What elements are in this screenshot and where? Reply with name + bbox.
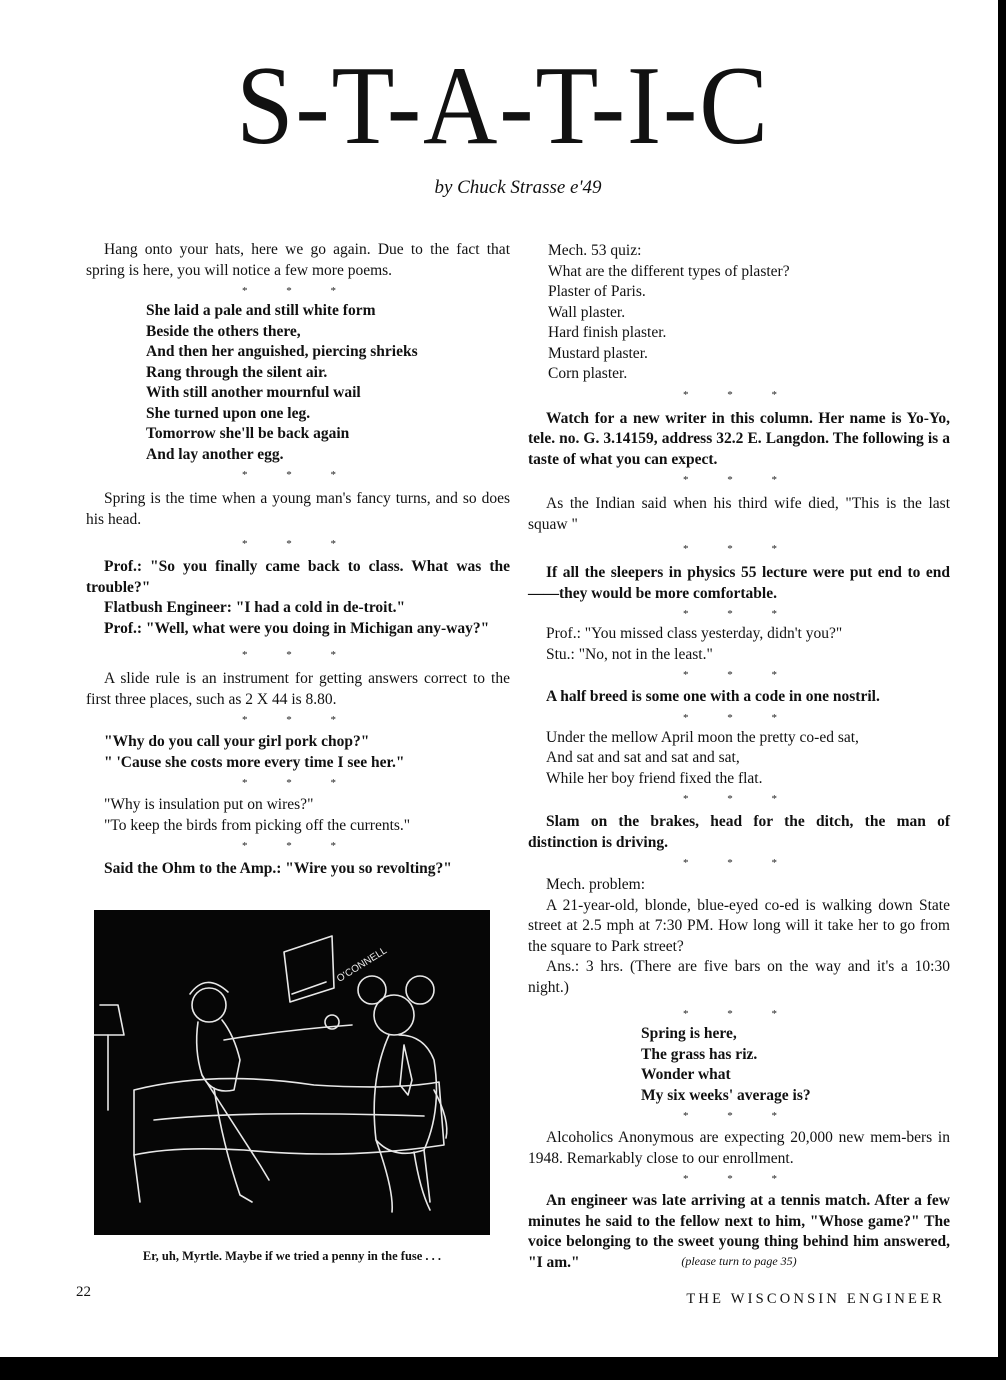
separator-stars: * * * <box>242 777 354 789</box>
quiz-line: Corn plaster. <box>548 365 628 382</box>
quiz-line: Mustard plaster. <box>548 344 648 362</box>
plaster-quiz <box>528 241 950 385</box>
continued-note: (please turn to page 35) <box>681 1254 797 1268</box>
cartoon-caption: Er, uh, Myrtle. Maybe if we tried a penny in the fuse . . . <box>142 1249 442 1263</box>
separator-stars: * * * <box>683 857 795 869</box>
flatbush-dialogue: Flatbush Engineer: "I had a cold in de-troit." <box>104 599 406 616</box>
pork-chop-question: "Why do you call your girl pork chop?" <box>104 733 370 750</box>
separator-stars: * * * <box>242 538 354 550</box>
cartoon-drawing <box>94 910 490 1235</box>
alcoholics-anonymous-joke: Alcoholics Anonymous are expecting 20,000 new mem-bers in 1948. Remarkably close to our enrollment. <box>528 1129 950 1167</box>
poem-line: Rang through the silent air. <box>146 363 328 381</box>
quiz-line: What are the different types of plaster? <box>548 262 790 280</box>
separator-stars: * * * <box>683 543 795 555</box>
quiz-line: Plaster of Paris. <box>548 283 646 300</box>
student-dialogue: Stu.: "No, not in the least." <box>546 645 713 663</box>
insulation-question: "Why is insulation put on wires?" <box>104 796 314 813</box>
poem-line: She turned upon one leg. <box>146 404 311 422</box>
poem-line: And then her anguished, piercing shrieks <box>146 343 418 360</box>
quiz-line: Hard finish plaster. <box>548 324 667 341</box>
intro-paragraph: Hang onto your hats, here we go again. Due to the fact that spring is here, you will notice a few more poems. <box>86 241 510 279</box>
separator-stars: * * * <box>683 1008 795 1020</box>
cartoon-illustration <box>94 910 490 1235</box>
page-number: 22 <box>76 1284 91 1300</box>
mech-problem-heading: Mech. problem: <box>546 876 646 893</box>
mech-problem-text: A 21-year-old, blonde, blue-eyed co-ed is walking down State street at 2.5 mph at 7:30 PM. How long will it take her to go from the square to Park street? <box>528 896 950 955</box>
cartoon-signature: O'CONNELL <box>335 945 390 985</box>
quiz-line: Mech. 53 quiz: <box>548 242 642 259</box>
separator-stars: * * * <box>683 1110 795 1122</box>
poem-line: With still another mournful wail <box>146 384 361 401</box>
separator-stars: * * * <box>683 388 795 401</box>
pork-chop-answer: " 'Cause she costs more every time I see her." <box>104 753 405 771</box>
poem-line: Tomorrow she'll be back again <box>146 425 350 442</box>
separator-stars: * * * <box>242 469 354 481</box>
separator-stars: * * * <box>242 714 354 726</box>
poem-line: And lay another egg. <box>146 445 284 463</box>
poem-line: And sat and sat and sat and sat, <box>546 749 740 766</box>
poem-line: Under the mellow April moon the pretty co-ed sat, <box>546 728 859 746</box>
separator-stars: * * * <box>683 793 795 805</box>
poem-line: Wonder what <box>641 1066 731 1083</box>
separator-stars: * * * <box>683 474 795 486</box>
poem-line: Beside the others there, <box>146 322 301 340</box>
separator-stars: * * * <box>242 649 354 661</box>
insulation-answer: "To keep the birds from picking off the currents." <box>104 816 411 834</box>
separator-stars: * * * <box>683 1173 795 1185</box>
separator-stars: * * * <box>683 669 795 681</box>
separator-stars: * * * <box>683 711 795 724</box>
poem-line: She laid a pale and still white form <box>146 302 376 319</box>
indian-joke: As the Indian said when his third wife died, "This is the last squaw " <box>528 495 950 533</box>
prof-dialogue-2: Prof.: "Well, what were you doing in Michigan any-way?" <box>104 619 490 637</box>
prof-missed-dialogue: Prof.: "You missed class yesterday, didn't you?" <box>546 625 843 642</box>
scan-border-bottom <box>0 1357 1006 1380</box>
half-breed-joke: A half breed is some one with a code in one nostril. <box>546 688 880 705</box>
page-title: S-T-A-T-I-C <box>236 44 770 168</box>
quiz-line: Wall plaster. <box>548 303 626 321</box>
publication-name: THE WISCONSIN ENGINEER <box>686 1291 945 1307</box>
tennis-joke: An engineer was late arriving at a tennis match. After a few minutes he said to the fellow next to him, "Whose game?" The voice belonging to the sweet young thing behind him answered, "I am." <box>528 1192 950 1271</box>
new-writer-note: Watch for a new writer in this column. Her name is Yo-Yo, tele. no. G. 3.14159, address 32.2 E. Langdon. The following is a taste of what you can expect. <box>528 409 950 468</box>
ohm-joke: Said the Ohm to the Amp.: "Wire you so revolting?" <box>104 860 452 877</box>
scan-border-right <box>998 0 1006 1380</box>
poem-line: Spring is here, <box>641 1025 737 1042</box>
april-moon-poem <box>528 728 950 790</box>
left-column <box>86 240 510 880</box>
poem-line: My six weeks' average is? <box>641 1086 811 1104</box>
spring-poem <box>528 1024 950 1106</box>
separator-stars: * * * <box>683 608 795 620</box>
separator-stars: * * * <box>242 840 354 852</box>
sleepers-joke: If all the sleepers in physics 55 lecture were put end to end——they would be more comfortable. <box>528 564 950 602</box>
brakes-joke: Slam on the brakes, head for the ditch, the man of distinction is driving. <box>528 813 950 851</box>
prof-dialogue-1: Prof.: "So you finally came back to class. What was the trouble?" <box>86 558 510 596</box>
poem-line: The grass has riz. <box>641 1045 758 1063</box>
spring-joke: Spring is the time when a young man's fancy turns, and so does his head. <box>86 490 510 528</box>
slide-rule-joke: A slide rule is an instrument for getting answers correct to the first three places, such as 2 X 44 is 8.80. <box>86 670 510 708</box>
poem-line: While her boy friend fixed the flat. <box>546 769 763 787</box>
mech-problem-answer: Ans.: 3 hrs. (There are five bars on the way and it's a 10:30 night.) <box>528 958 950 996</box>
separator-stars: * * * <box>242 285 354 297</box>
right-column <box>528 241 950 1273</box>
egg-poem <box>86 301 510 465</box>
byline: by Chuck Strasse e'49 <box>434 177 602 198</box>
